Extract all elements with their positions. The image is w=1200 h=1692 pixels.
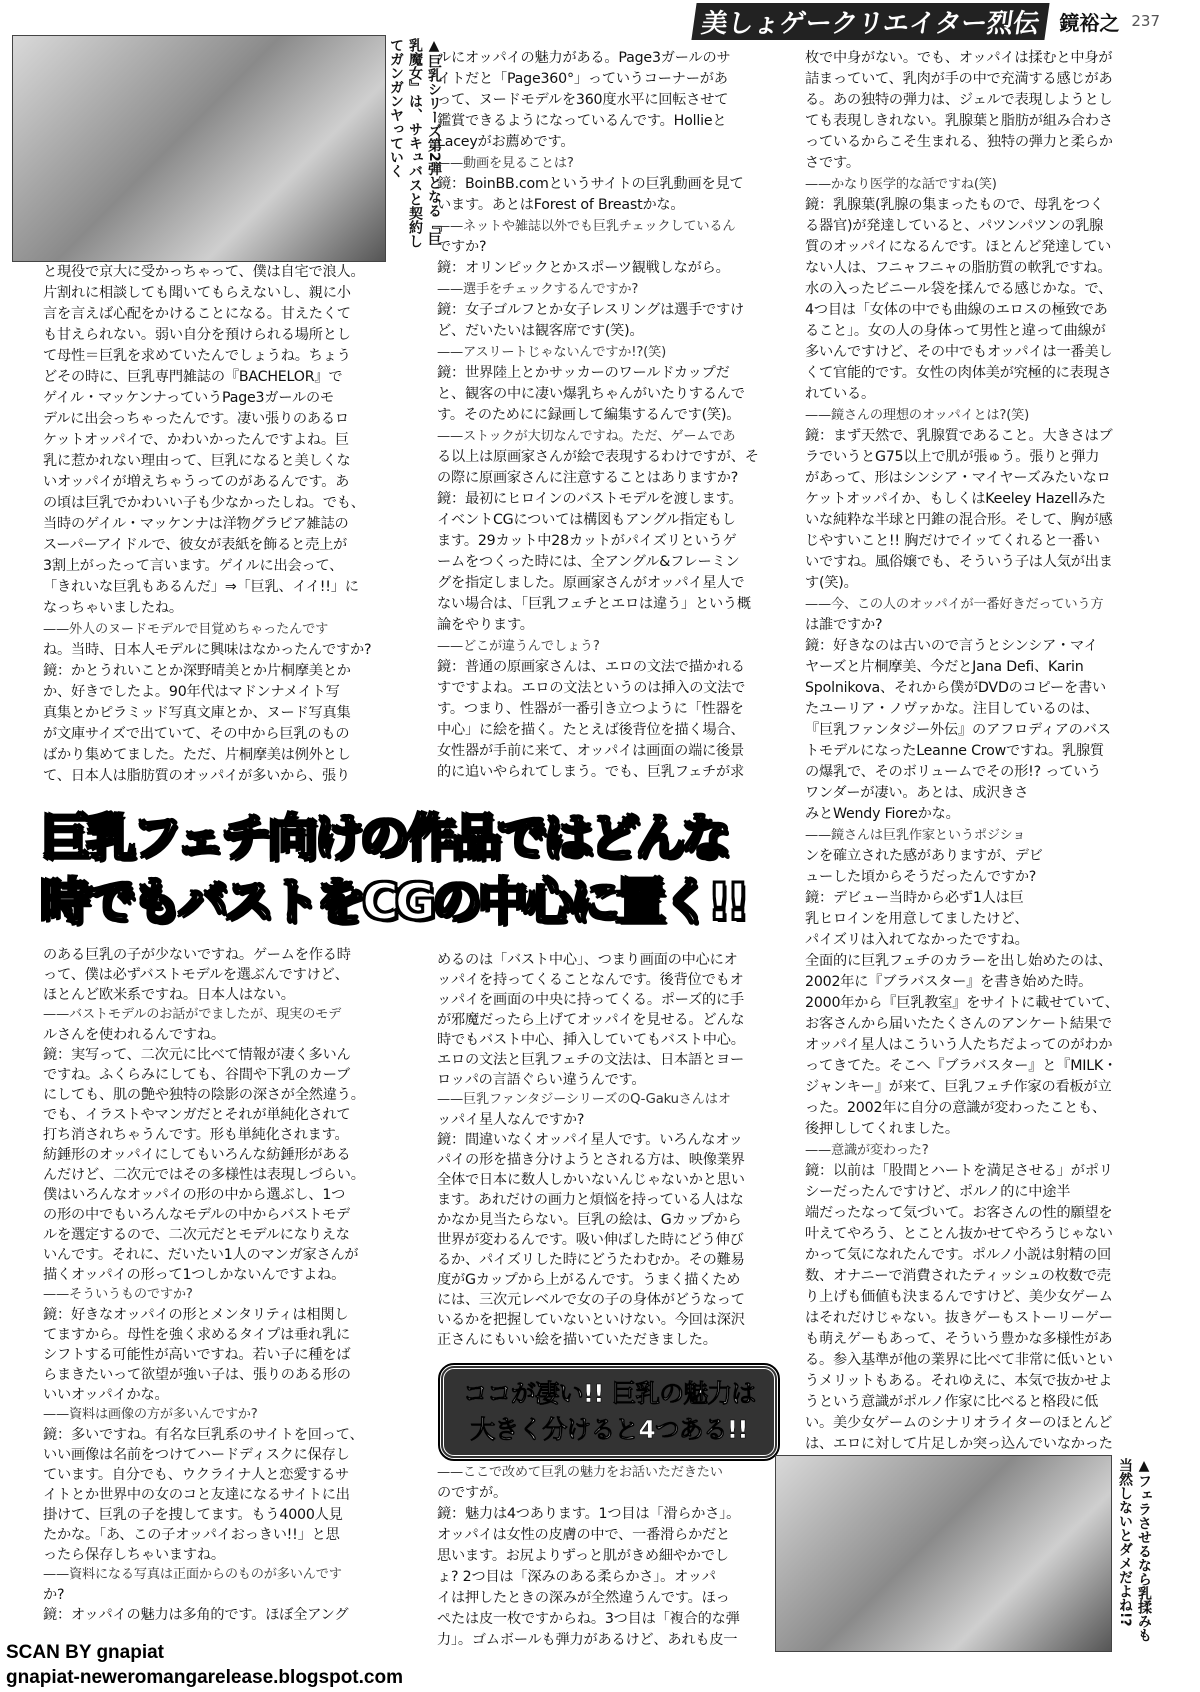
text-line: 真集とかピラミッド写真文庫とか、ヌード写真集 <box>43 705 351 721</box>
interviewer-question-line: ——かなり医学的な話ですね(笑) <box>805 177 997 192</box>
text-line: 鏡：デビュー当時から必ず1人は巨 <box>805 890 1024 906</box>
text-line: 掛けて、巨乳の子を捜してます。もう4000人見 <box>43 1507 343 1523</box>
text-line: 紡錘形のオッパイにしてもいろんな紡錘形がある <box>43 1147 351 1163</box>
text-line: ューした頃からそうだったんですか? <box>805 869 1037 885</box>
text-line: る以上は原画家さんが絵で表現するわけですが、そ <box>437 449 759 465</box>
text-line: るか、パイズリした時にどうたわむか。その難易 <box>437 1252 745 1268</box>
text-line: 的に追いやられてしまう。でも、巨乳フェチが求 <box>437 764 745 780</box>
text-line: て母性＝巨乳を求めていたんでしょうね。ちょう <box>43 348 351 364</box>
text-line: 力」。ゴムボールも弾力があるけど、あれも皮一 <box>437 1632 738 1648</box>
text-line: ます。29カット中28カットがパイズリというゲ <box>437 533 737 549</box>
text-line: てますから。母性を強く求めるタイプは垂れ乳に <box>43 1327 351 1343</box>
text-line: 鏡：以前は「股間とハートを満足させる」がポリ <box>805 1163 1113 1179</box>
text-line: Laceyがお薦めです。 <box>437 134 575 150</box>
text-line: 鏡：間違いなくオッパイ星人です。いろんなオッ <box>437 1132 743 1148</box>
text-line: ケットオッパイか、もしくはKeeley Hazellみた <box>805 491 1106 507</box>
text-line: オッパイ星人はこういう人たちだよってのがわか <box>805 1037 1113 1053</box>
headline-line-1: 巨乳フェチ向けの作品ではどんな <box>40 809 728 867</box>
column-1-upper <box>43 262 371 787</box>
section-heading-box <box>440 1365 778 1459</box>
text-line: ロッパの言語ぐらい違うんです。 <box>437 1072 646 1088</box>
text-line: 4つ目は「女体の中でも曲線のエロスの極致であ <box>805 302 1108 318</box>
text-line: ルにオッパイの魅力がある。Page3ガールのサ <box>437 50 731 66</box>
text-line: ームをつくった時には、全アングル&フレーミン <box>437 554 740 570</box>
author-name: 鏡裕之 <box>1059 10 1120 35</box>
text-line: い。美少女ゲームのシナリオライターのほとんど <box>805 1415 1113 1431</box>
text-line: パイの形を描き分けようとされる方は、映像業界 <box>437 1152 745 1168</box>
text-line: エロの文法と巨乳フェチの文法は、日本語とヨー <box>437 1052 745 1068</box>
text-line: 鏡：世界陸上とかサッカーのワールドカップだ <box>437 365 730 381</box>
text-line: ない場合は、「巨乳フェチとエロは違う」という概 <box>437 596 751 612</box>
text-line: った。2002年に自分の意識が変わったことも、 <box>805 1100 1106 1116</box>
text-line: いいオッパイかな。 <box>43 1387 169 1403</box>
text-line: ッパイを画面の中央に持ってくる。ポーズ的に手 <box>437 992 745 1008</box>
text-line: すですよね。エロの文法というのは挿入の文法で <box>437 680 746 696</box>
text-line: うという意識がポルノ作家に比べると格段に低 <box>805 1394 1099 1410</box>
interviewer-question-line: ——意識が変わった? <box>805 1143 929 1158</box>
column-1-lower <box>43 945 365 1625</box>
text-line: ぺたは皮一枚ですからね。3つ目は「複合的な弾 <box>437 1611 740 1627</box>
text-line: には、三次元レベルで女の子の身体がどうなって <box>437 1292 745 1308</box>
text-line: くて官能的です。女性の肉体美が究極的に表現さ <box>805 365 1112 381</box>
text-line: ですね。ふくらみにしても、谷間や下乳のカーブ <box>43 1067 351 1083</box>
interviewer-question-line: ——選手をチェックするんですか? <box>437 282 639 297</box>
scan-credit: SCAN BY gnapiat <box>6 1642 165 1663</box>
text-line: か、好きでしたよ。90年代はマドンナメイト写 <box>43 684 340 700</box>
text-line: は、エロに対して片足しか突っ込んでいなかった <box>805 1436 1113 1452</box>
text-line: 全体で日本に数人しかいないんじゃないかと思い <box>437 1172 745 1188</box>
interviewer-question-line: ——ここで改めて巨乳の魅力をお話いただきたい <box>437 1465 723 1480</box>
interviewer-question-line: ——ストックが大切なんですね。ただ、ゲームであ <box>437 429 736 444</box>
text-line: 全面的に巨乳フェチのカラーを出し始めたのは、 <box>805 953 1113 969</box>
text-line: 後押ししてくれました。 <box>805 1121 959 1137</box>
text-line: ケットオッパイで、かわいかったんですよね。巨 <box>43 432 349 448</box>
column-2-lower <box>437 950 745 1350</box>
text-line: いんです。それに、だいたい1人のマンガ家さんが <box>43 1247 359 1263</box>
text-line: 鏡：BoinBB.comというサイトの巨乳動画を見て <box>437 176 744 192</box>
text-line: 詰まっていて、乳肉が手の中で充満する感じがあ <box>805 71 1113 87</box>
text-line: ッパイを持ってくることなんです。後背位でもオ <box>437 972 744 988</box>
bottom-right-illustration <box>775 1455 1112 1652</box>
bottom-image-caption: ▲フェラさせるなら乳揉みも当然しないとダメだよね!? <box>1117 1458 1152 1642</box>
text-line: す(笑)。 <box>805 575 858 591</box>
text-line: イトだと「Page360°」っていうコーナーがあ <box>437 71 728 87</box>
text-line: 「きれいな巨乳もあるんだ」⇒「巨乳、イイ!!」に <box>43 579 359 595</box>
text-line: パイズリは入れてなかったですね。 <box>805 932 1029 948</box>
text-line: 片割れに相談しても聞いてもらえないし、親に小 <box>43 285 351 301</box>
interviewer-question-line: ——鏡さんの理想のオッパイとは?(笑) <box>805 408 1030 423</box>
text-line: 世界が変わるんです。吸い伸ばした時にどう伸び <box>437 1232 744 1248</box>
text-line: 2000年から『巨乳教室』をサイトに載せていて、 <box>805 995 1119 1011</box>
text-line: 鏡：乳腺葉(乳腺の集まったもので、母乳をつく <box>805 197 1104 213</box>
text-line: ワンダーが凄い。あとは、成沢きさ <box>805 785 1029 801</box>
text-line: って、僕は必ずバストモデルを選ぶんですけど、 <box>43 967 349 983</box>
text-line: が文庫サイズで出ていて、その中から巨乳のもの <box>43 726 350 742</box>
text-line: イトとか世界中の女のコと友達になるサイトに出 <box>43 1487 350 1503</box>
text-line: 鏡：最初にヒロインのバストモデルを渡します。 <box>437 491 743 507</box>
interviewer-question-line: ——鏡さんは巨乳作家というポジショ <box>805 828 1026 843</box>
text-line: じやすいこと!! 胸だけでイッてくれると一番い <box>805 533 1100 549</box>
text-line: があって、形はシンシア・マイヤーズみたいなロ <box>805 470 1111 486</box>
text-line: ょ? 2つ目は「深みのある柔らかさ」。オッパ <box>437 1569 716 1585</box>
text-line: ってきてた。そこへ『ブラバスター』と『MILK・ <box>805 1058 1118 1074</box>
text-line: ヤーズと片桐摩美、今だとJana Defi、Karin <box>805 659 1084 675</box>
text-line: 質のオッパイになるんです。ほとんど発達してい <box>805 239 1112 255</box>
text-line: 鏡：好きなのは古いので言うとシンシア・マイ <box>805 638 1098 654</box>
series-logo: 美しょゲークリエイター烈伝 <box>691 3 1050 40</box>
text-line: いい画像は名前をつけてハードディスクに保存し <box>43 1447 350 1463</box>
text-line: ったら保存しちゃいますね。 <box>43 1547 225 1563</box>
text-line: んだけど、二次元ではその多様性は表現しづらい。 <box>43 1167 365 1183</box>
text-line: ること」。女の人の身体って男性と違って曲線が <box>805 323 1106 339</box>
box-heading-line-1: ココが凄い!! 巨乳の魅力は <box>462 1379 756 1408</box>
text-line: っているからこそ生まれる、独特の弾力と柔らか <box>805 134 1113 150</box>
text-line: オッパイは女性の皮膚の中で、一番滑らかだと <box>437 1527 731 1543</box>
column-2-final <box>437 1462 740 1651</box>
text-line: 鏡：好きなオッパイの形とメンタリティは相関し <box>43 1307 349 1323</box>
text-line: シフトする可能性が高いですね。若い子に種をば <box>43 1347 351 1363</box>
text-line: 描くオッパイの形って1つしかないんですよね。 <box>43 1267 346 1283</box>
text-line: たかな。「あ、この子オッパイおっきい!!」と思 <box>43 1527 340 1543</box>
text-line: ゲイル・マッケンナっていうPage3ガールのモ <box>43 390 335 406</box>
text-line: みとWendy Fioreかな。 <box>805 806 960 822</box>
text-line: 乳ヒロインを用意してましたけど、 <box>805 911 1029 927</box>
text-line: ラでいうとG75以上で肌が張ゅう。張りと弾力 <box>805 449 1100 465</box>
text-line: り上げも価値も決まるんですけど、美少女ゲーム <box>805 1289 1113 1305</box>
text-line: は誰ですか? <box>805 617 883 633</box>
text-line: の際に原画家さんに注意することはありますか? <box>437 470 739 486</box>
text-line: る。あの独特の弾力は、ジェルで表現しようとし <box>805 92 1113 108</box>
text-line: いな純粋な半球と円錐の混合形。そして、胸が感 <box>805 512 1113 528</box>
text-line: ど、だいたいは観客席です(笑)。 <box>437 323 644 339</box>
text-line: が邪魔だったら上げてオッパイを見せる。どんな <box>437 1012 745 1028</box>
text-line: 水の入ったビニール袋を揉んでる感じかな。で、 <box>805 281 1113 297</box>
text-line: 時でもバスト中心、挿入していてもバスト中心。 <box>437 1032 745 1048</box>
headline-line-2: 時でもバストをCGの中心に置く!! <box>40 873 746 931</box>
text-line: 打ち消されちゃうんです。形も単純化されます。 <box>43 1127 349 1143</box>
text-line: かって気になれたんです。ポルノ小説は射精の回 <box>805 1247 1112 1263</box>
text-line: スーパーアイドルで、彼女が表紙を飾ると売上が <box>43 537 348 553</box>
text-line: ですか? <box>437 239 487 255</box>
text-line: たユーリア・ノヴァかな。注目しているのは、 <box>805 701 1099 717</box>
text-line: 中心」に絵を描く。たとえば後背位を描く場合、 <box>437 722 745 738</box>
text-line: いるかを把握していないといけない。今回は深沢 <box>437 1312 745 1328</box>
text-line: 正さんにもいい絵を描いていただきました。 <box>437 1332 717 1348</box>
text-line: シーだったんですけど、ポルノ的に中途半 <box>805 1184 1071 1200</box>
page-number: 237 <box>1131 12 1160 30</box>
interviewer-question-line: ——巨乳ファンタジーシリーズのQ-Gakuさんはオ <box>437 1092 731 1107</box>
text-line: 鏡：女子ゴルフとか女子レスリングは選手ですけ <box>437 302 745 318</box>
text-line: 鏡：普通の原画家さんは、エロの文法で描かれる <box>437 659 745 675</box>
text-line: かなか見当たらない。巨乳の絵は、Gカップから <box>437 1212 742 1228</box>
text-line: 鏡：魅力は4つあります。1つ目は「滑らかさ」。 <box>437 1506 741 1522</box>
column-3 <box>805 48 1119 1455</box>
text-line: ばかり集めてました。ただ、片桐摩美は例外とし <box>43 747 351 763</box>
interviewer-question-line: ——資料は画像の方が多いんですか? <box>43 1407 258 1422</box>
text-line: る器官)が発達していると、パツンパツンの乳腺 <box>805 218 1104 234</box>
page-header <box>694 0 1160 42</box>
text-line: でも、イラストやマンガだとそれが単純化されて <box>43 1107 351 1123</box>
text-line: ッパイ星人なんですか? <box>437 1112 585 1128</box>
text-line: と、観客の中に凄い爆乳ちゃんがいたりするんで <box>437 386 745 402</box>
text-line: 思います。お尻よりずっと肌がきめ細やかでし <box>437 1548 729 1564</box>
text-line: うメリットもある。それゆえに、本気で抜かせよ <box>805 1373 1113 1389</box>
text-line: 叶えてやろう、とことん抜かせてやろうじゃない <box>805 1226 1113 1242</box>
text-line: 端だったなって気づいて。お客さんの性的願望を <box>805 1205 1113 1221</box>
text-line: す。そのためにに録画して編集するんです(笑)。 <box>437 407 741 423</box>
text-line: 論をやります。 <box>437 617 534 633</box>
text-line: 2002年に『ブラバスター』を書き始めた時。 <box>805 974 1093 990</box>
text-line: ジャンキー』が来て、巨乳フェチ作家の看板が立 <box>805 1079 1112 1095</box>
text-line: さです。 <box>805 155 860 171</box>
text-line: 鏡：オッパイの魅力は多角的です。ほぼ全アング <box>43 1607 349 1623</box>
interviewer-question-line: ——動画を見ることは? <box>437 156 574 171</box>
text-line: 言を言えば心配をかけることになる。甘えたくて <box>43 306 351 322</box>
text-line: 数、オナニーで消費されたティッシュの枚数で売 <box>805 1268 1111 1284</box>
text-line: らまきたいって欲望が強い子は、張りのある形の <box>43 1367 351 1383</box>
text-line: の頃は巨乳でかわいい子も少なかったしね。でも、 <box>43 495 365 511</box>
text-line: ます。あれだけの画力と煩悩を持っている人はな <box>437 1192 744 1208</box>
text-line: 鏡：オリンピックとかスポーツ観戦しながら。 <box>437 260 730 276</box>
text-line: います。あとはForest of Breastかな。 <box>437 197 685 213</box>
blog-link: gnapiat-neweromangarelease.blogspot.com <box>6 1667 403 1688</box>
text-line: 乳に惹かれない理由って、巨乳になると美しくな <box>43 453 351 469</box>
interviewer-question-line: ——そういうものですか? <box>43 1287 193 1302</box>
text-line: ない人は、フニャフニャの脂肪質の軟乳ですね。 <box>805 260 1112 276</box>
top-left-illustration <box>12 35 386 262</box>
text-line: す。つまり、性器が一番引き立つように「性器を <box>437 701 744 717</box>
text-line: ほとんど欧米系ですね。日本人はない。 <box>43 987 295 1003</box>
text-line: はそれだけじゃない。抜きゲーもストーリーゲー <box>805 1310 1113 1326</box>
box-heading-line-2: 大きく分けると4つある!! <box>470 1415 748 1444</box>
interviewer-question-line: ——アスリートじゃないんですか!?(笑) <box>437 345 667 360</box>
interviewer-question-line: ——ネットや雑誌以外でも巨乳チェックしているん <box>437 219 736 234</box>
text-line: 度がGカップから上がるんです。うまく描くため <box>437 1272 741 1288</box>
top-image-caption: ▲巨乳シリーズ第2弾となる『巨乳魔女』は、サキュバスと契約してガンガンヤっていく <box>388 38 442 248</box>
column-2-upper <box>437 48 759 783</box>
text-line: いですね。風俗嬢でも、そういう子は人気が出ま <box>805 554 1113 570</box>
interviewer-question-line: ——外人のヌードモデルで目覚めちゃったんです <box>43 622 329 637</box>
text-line: ね。当時、日本人モデルに興味はなかったんですか? <box>43 642 372 658</box>
text-line: のある巨乳の子が少ないですね。ゲームを作る時 <box>43 947 351 963</box>
text-line: 鏡：かとうれいことか深野晴美とか片桐摩美とか <box>43 663 351 679</box>
text-line: イベントCGについては構図もアングル指定もし <box>437 512 736 528</box>
text-line: も萌えゲーもあって、そういう豊かな多様性があ <box>805 1331 1113 1347</box>
text-line: ています。自分でも、ウクライナ人と恋愛するサ <box>43 1467 350 1483</box>
text-line: 枚で中身がない。でも、オッパイは揉むと中身が <box>805 50 1113 66</box>
text-line: て、日本人は脂肪質のオッパイが多いから、張り <box>43 768 351 784</box>
text-line: 多いんですけど、その中でもオッパイは一番美し <box>805 344 1113 360</box>
text-line: 鑑賞できるようになっているんです。Hollieと <box>437 113 727 129</box>
text-line: どその時に、巨乳専門雑誌の『BACHELOR』で <box>43 369 343 385</box>
text-line: ンを確立された感がありますが、デビ <box>805 848 1043 864</box>
text-line: ルを選定するので、二次元だとモデルになりえな <box>43 1227 350 1243</box>
text-line: れている。 <box>805 386 875 402</box>
text-line: 鏡：実写って、二次元に比べて情報が凄く多いん <box>43 1047 351 1063</box>
text-line: デルに出会っちゃったんです。凄い張りのあるロ <box>43 411 349 427</box>
text-line: の形の中でもいろんなモデルの中からバストモデ <box>43 1207 351 1223</box>
text-line: か? <box>43 1587 65 1603</box>
text-line: Spolnikova、それから僕がDVDのコピーを書い <box>805 680 1107 696</box>
interviewer-question-line: ——バストモデルのお話がでましたが、現実のモデ <box>43 1007 342 1022</box>
text-line: 当時のゲイル・マッケンナは洋物グラビア雑誌の <box>43 516 349 532</box>
text-line: の爆乳で、そのボリュームでその形!? っていう <box>805 764 1102 780</box>
text-line: 『巨乳ファンタジー外伝』のアフロディアのバス <box>805 722 1111 738</box>
text-line: のですが。 <box>437 1485 507 1501</box>
text-line: なっちゃいましたね。 <box>43 600 183 616</box>
text-line: る。参入基準が他の業界に比べて非常に低いとい <box>805 1352 1113 1368</box>
headline <box>40 800 790 940</box>
interviewer-question-line: ——どこが違うんでしょう? <box>437 639 600 654</box>
text-line: ても表現しきれない。乳腺葉と脂肪が組み合わさ <box>805 113 1113 129</box>
text-line: 僕はいろんなオッパイの形の中から選ぶし、1つ <box>43 1187 346 1203</box>
text-line: 鏡：まず天然で、乳腺質であること。大きさはブ <box>805 428 1113 444</box>
text-line: トモデルになったLeanne Crowですね。乳腺質 <box>805 743 1104 759</box>
text-line: お客さんから届いたたくさんのアンケート結果で <box>805 1016 1112 1032</box>
text-line: と現役で京大に受かっちゃって、僕は自宅で浪人。 <box>43 264 365 280</box>
text-line: めるのは「バスト中心」、つまり画面の中心にオ <box>437 952 738 968</box>
interviewer-question-line: ——今、この人のオッパイが一番好きだっていう方 <box>805 597 1104 612</box>
text-line: イは押したときの深みが全然違うんです。ほっ <box>437 1590 730 1606</box>
text-line: いオッパイが増えちゃうってのがあるんです。あ <box>43 474 350 490</box>
text-line: も甘えられない。弱い自分を預けられる場所とし <box>43 327 351 343</box>
text-line: ルさんを使われるんですね。 <box>43 1027 225 1043</box>
text-line: 鏡：多いですね。有名な巨乳系のサイトを回って、 <box>43 1427 364 1443</box>
text-line: にしても、肌の艶や独特の陰影の深さが全然違う。 <box>43 1087 365 1103</box>
interviewer-question-line: ——資料になる写真は正面からのものが多いんです <box>43 1567 342 1582</box>
text-line: 3割上がったって言います。ゲイルに出会って、 <box>43 558 344 574</box>
text-line: グを指定しました。原画家さんがオッパイ星人で <box>437 575 745 591</box>
text-line: 女性器が手前に来て、オッパイは画面の端に後景 <box>437 743 745 759</box>
text-line: って、ヌードモデルを360度水平に回転させて <box>437 92 729 108</box>
